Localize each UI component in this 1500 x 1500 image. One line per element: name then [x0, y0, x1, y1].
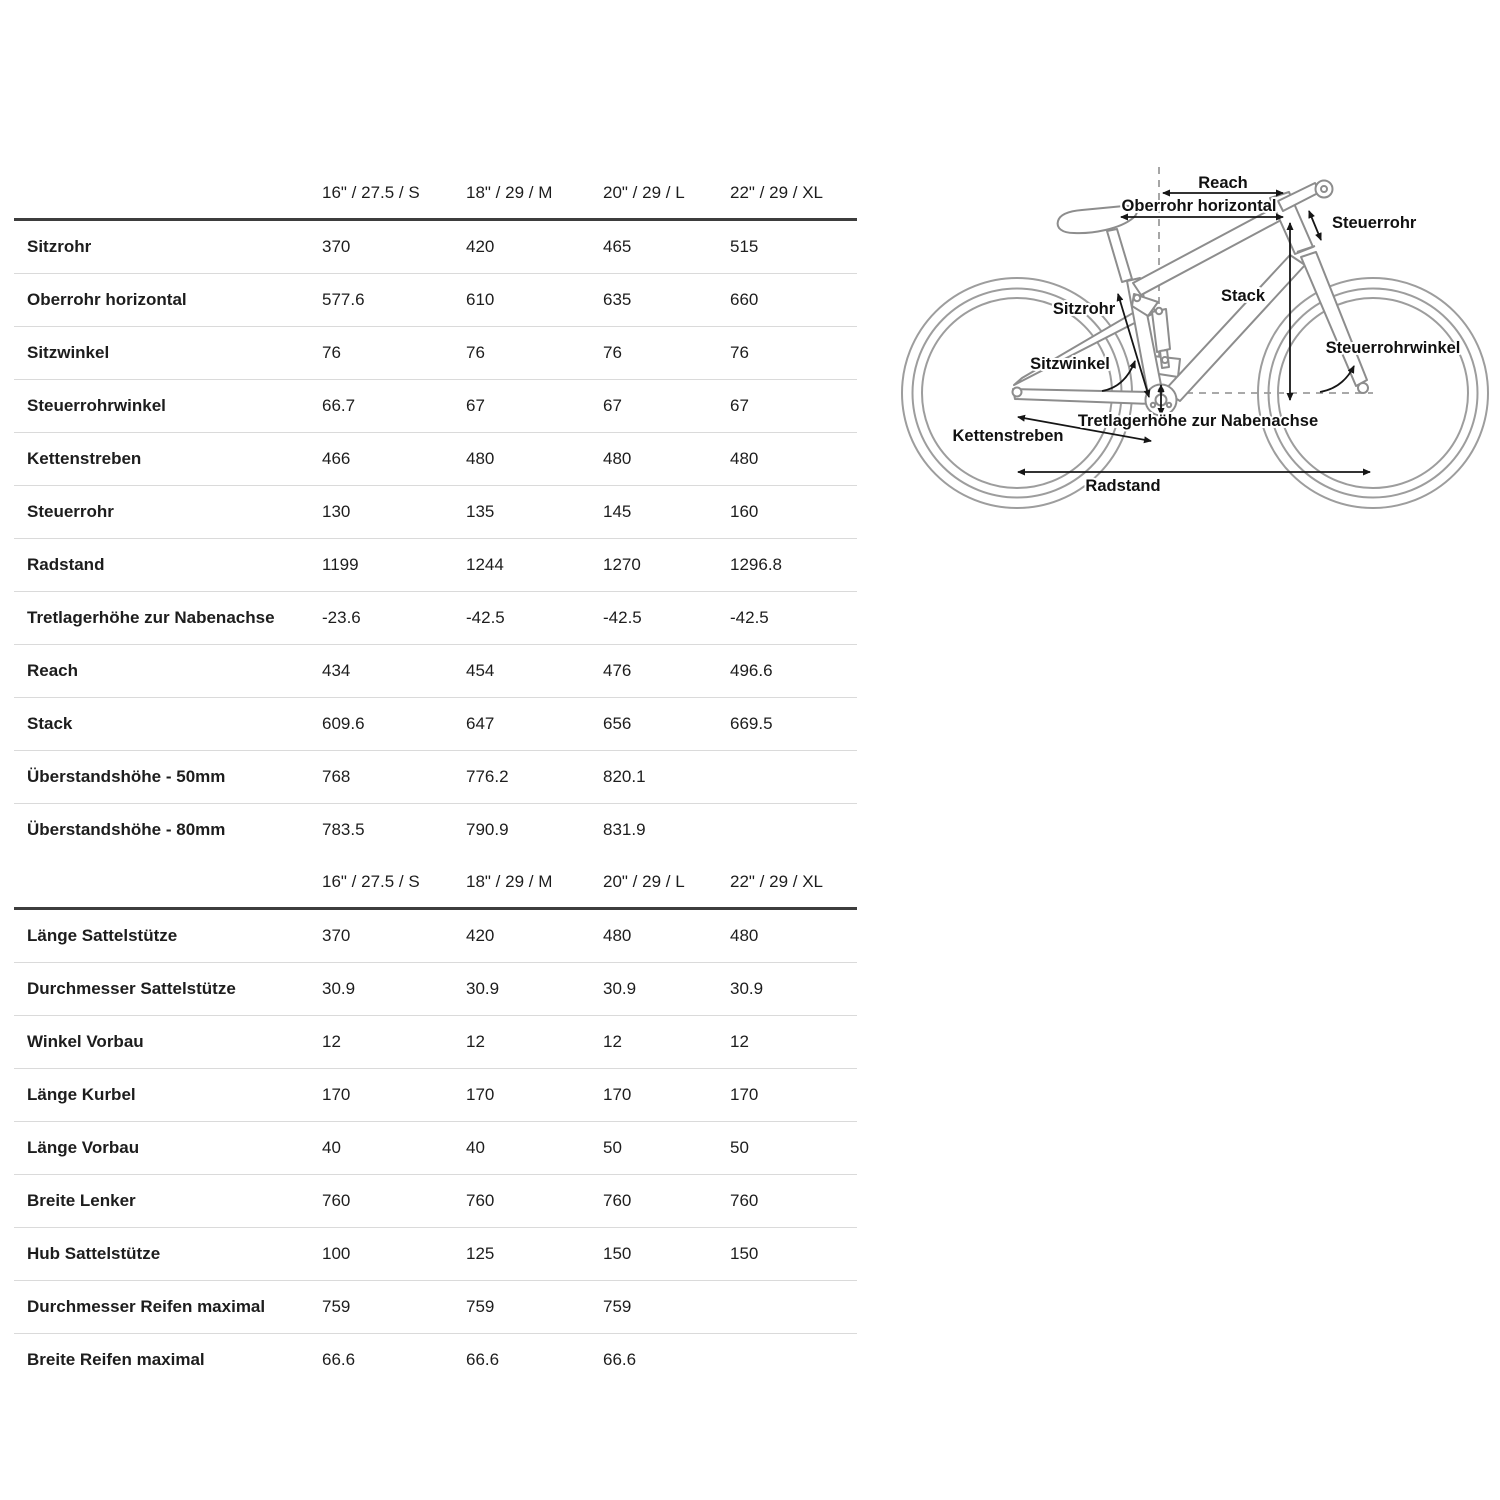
cell-value	[718, 1281, 857, 1334]
cell-value: 476	[591, 645, 718, 698]
row-label: Kettenstreben	[14, 433, 310, 486]
cell-value: 760	[454, 1175, 591, 1228]
size-column-header: 22" / 29 / XL	[718, 857, 857, 909]
cell-value: 647	[454, 698, 591, 751]
cell-value: 125	[454, 1228, 591, 1281]
cell-value: 170	[310, 1069, 454, 1122]
row-label: Hub Sattelstütze	[14, 1228, 310, 1281]
cell-value: 370	[310, 220, 454, 274]
cell-value: 783.5	[322, 820, 365, 839]
cell-value: 76	[454, 327, 591, 380]
header-empty-cell	[14, 168, 310, 220]
fork	[1301, 252, 1367, 386]
cell-value: 40	[454, 1122, 591, 1175]
cell-value: 1296.8	[718, 539, 857, 592]
sitzrohr-label: Sitzrohr	[1052, 300, 1116, 318]
table-row	[14, 1228, 857, 1281]
cell-value: 170	[718, 1069, 857, 1122]
size-column-header: 18" / 29 / M	[454, 857, 591, 909]
cell-value: 66.6	[322, 1350, 356, 1369]
header-empty-cell	[14, 857, 310, 909]
cell-value: 100	[310, 1228, 454, 1281]
cell-value: 480	[718, 909, 857, 963]
cell-value: 30.9	[591, 963, 718, 1016]
cell-value: 66.7	[310, 380, 454, 433]
table-row	[14, 804, 857, 857]
cell-value: -42.5	[718, 592, 857, 645]
cell-value: 760	[310, 1175, 454, 1228]
cell-value: 67	[454, 380, 591, 433]
components-table	[14, 857, 857, 1386]
row-label: Länge Kurbel	[14, 1069, 310, 1122]
pivot	[1134, 295, 1140, 301]
cell-value: -23.6	[310, 592, 454, 645]
steuerrohr-label: Steuerrohr	[1332, 214, 1417, 232]
cell-value: 515	[718, 220, 857, 274]
table-row	[14, 963, 857, 1016]
cell-value: 609.6	[310, 698, 454, 751]
table-row	[14, 274, 857, 327]
cell-value: 67	[591, 380, 718, 433]
row-label: Durchmesser Reifen maximal	[14, 1281, 310, 1334]
cell-value: 12	[591, 1016, 718, 1069]
wheels	[902, 278, 1488, 508]
cell-value: 170	[454, 1069, 591, 1122]
cell-value: 790.9	[466, 820, 509, 839]
cell-value: 768	[310, 751, 454, 804]
cell-value: 150	[591, 1228, 718, 1281]
cell-value: 370	[310, 909, 454, 963]
size-column-header: 20" / 29 / L	[591, 168, 718, 220]
cell-value: 12	[454, 1016, 591, 1069]
chainstay	[1013, 389, 1152, 404]
cell-value: 420	[454, 909, 591, 963]
cell-value: 1270	[591, 539, 718, 592]
frame-geometry-table	[14, 168, 857, 856]
row-label: Steuerrohrwinkel	[14, 380, 310, 433]
table-row	[14, 1175, 857, 1228]
cell-value: 660	[718, 274, 857, 327]
size-column-header: 18" / 29 / M	[454, 168, 591, 220]
row-label: Durchmesser Sattelstütze	[14, 963, 310, 1016]
steuerrohrwinkel-label: Steuerrohrwinkel	[1325, 339, 1461, 357]
rear-dropout	[1013, 388, 1022, 397]
cell-value: 420	[454, 220, 591, 274]
cell-value: -42.5	[454, 592, 591, 645]
cell-value: 12	[310, 1016, 454, 1069]
cell-value: 150	[718, 1228, 857, 1281]
cell-value: 480	[718, 433, 857, 486]
seatpost	[1107, 229, 1132, 282]
cell-value: 30.9	[718, 963, 857, 1016]
cell-value: 454	[454, 645, 591, 698]
size-column-header: 20" / 29 / L	[591, 857, 718, 909]
table-row	[14, 592, 857, 645]
cell-value: 656	[591, 698, 718, 751]
table-row	[14, 645, 857, 698]
row-label: Breite Lenker	[14, 1175, 310, 1228]
cell-value: 1199	[310, 539, 454, 592]
reach-label: Reach	[1198, 174, 1248, 192]
cell-value: 135	[454, 486, 591, 539]
cell-value: 66.6	[603, 1350, 637, 1369]
diagram-labels	[953, 174, 1461, 495]
cell-value: 434	[310, 645, 454, 698]
cell-value: 30.9	[454, 963, 591, 1016]
cell-value: -42.5	[591, 592, 718, 645]
top-tube	[1133, 206, 1283, 295]
row-label: Stack	[14, 698, 310, 751]
table-row	[14, 486, 857, 539]
table-row	[14, 698, 857, 751]
cell-value: 145	[591, 486, 718, 539]
table-row	[14, 909, 857, 963]
cell-value: 130	[310, 486, 454, 539]
cell-value: 1244	[454, 539, 591, 592]
cell-value: 496.6	[718, 645, 857, 698]
cell-value: 635	[591, 274, 718, 327]
row-label: Sitzwinkel	[14, 327, 310, 380]
cell-value: 76	[310, 327, 454, 380]
cell-value	[718, 804, 857, 857]
table-row	[14, 1281, 857, 1334]
cell-value: 170	[591, 1069, 718, 1122]
cell-value: 820.1	[591, 751, 718, 804]
shock-body	[1152, 309, 1170, 352]
cell-value: 759	[454, 1281, 591, 1334]
stem	[1278, 183, 1320, 211]
row-label: Reach	[14, 645, 310, 698]
cell-value: 480	[454, 433, 591, 486]
cell-value: 669.5	[718, 698, 857, 751]
cell-value: 160	[718, 486, 857, 539]
row-label: Länge Vorbau	[14, 1122, 310, 1175]
table-row	[14, 220, 857, 274]
cell-value: 67	[718, 380, 857, 433]
cell-value: 760	[591, 1175, 718, 1228]
cell-value: 776.2	[454, 751, 591, 804]
row-label: Tretlagerhöhe zur Nabenachse	[14, 592, 310, 645]
front-dropout	[1358, 383, 1368, 393]
cell-value	[718, 1334, 857, 1387]
cell-value: 759	[591, 1281, 718, 1334]
cell-value: 610	[454, 274, 591, 327]
table-row	[14, 327, 857, 380]
size-column-header: 16" / 27.5 / S	[310, 168, 454, 220]
size-column-header: 16" / 27.5 / S	[310, 857, 454, 909]
table-row	[14, 1069, 857, 1122]
row-label: Sitzrohr	[14, 220, 310, 274]
cell-value: 480	[591, 909, 718, 963]
table-header-row	[14, 857, 857, 909]
tretlagerhoehe-label: Tretlagerhöhe zur Nabenachse	[1077, 412, 1319, 430]
table-row	[14, 539, 857, 592]
cell-value: 40	[310, 1122, 454, 1175]
cell-value	[718, 751, 857, 804]
sitzwinkel-label: Sitzwinkel	[1030, 355, 1110, 373]
cell-value: 76	[718, 327, 857, 380]
row-label: Oberrohr horizontal	[14, 274, 310, 327]
cell-value: 12	[718, 1016, 857, 1069]
bike-frame	[1013, 181, 1369, 416]
cell-value: 577.6	[310, 274, 454, 327]
table-row	[14, 751, 857, 804]
cell-value: 480	[591, 433, 718, 486]
cell-value: 760	[718, 1175, 857, 1228]
table-row	[14, 1334, 857, 1387]
table-row	[14, 1016, 857, 1069]
radstand-label: Radstand	[1085, 477, 1161, 495]
cell-value: 30.9	[310, 963, 454, 1016]
row-label: Breite Reifen maximal	[27, 1350, 205, 1369]
cell-value: 50	[718, 1122, 857, 1175]
row-label: Winkel Vorbau	[14, 1016, 310, 1069]
table-row	[14, 433, 857, 486]
cell-value: 66.6	[466, 1350, 500, 1369]
cell-value: 466	[310, 433, 454, 486]
table-row	[14, 1122, 857, 1175]
cell-value: 465	[591, 220, 718, 274]
row-label: Überstandshöhe - 80mm	[27, 820, 226, 839]
measurement-arrows	[1018, 193, 1370, 472]
steuerrohr-arrow	[1309, 211, 1321, 240]
cell-value: 76	[591, 327, 718, 380]
row-label: Radstand	[14, 539, 310, 592]
pivot	[1162, 357, 1168, 363]
table-header-row	[14, 168, 857, 220]
cell-value: 831.9	[603, 820, 646, 839]
cell-value: 759	[310, 1281, 454, 1334]
kettenstreben-label: Kettenstreben	[952, 427, 1064, 445]
stack-label: Stack	[1220, 287, 1266, 305]
row-label: Überstandshöhe - 50mm	[14, 751, 310, 804]
table-row	[14, 380, 857, 433]
oberrohr-horizontal-label: Oberrohr horizontal	[1121, 197, 1277, 215]
down-tube	[1164, 255, 1305, 401]
bike-geometry-diagram	[900, 150, 1500, 530]
cell-value: 50	[591, 1122, 718, 1175]
size-column-header: 22" / 29 / XL	[718, 168, 857, 220]
row-label: Länge Sattelstütze	[14, 909, 310, 963]
row-label: Steuerrohr	[14, 486, 310, 539]
pivot	[1156, 308, 1162, 314]
